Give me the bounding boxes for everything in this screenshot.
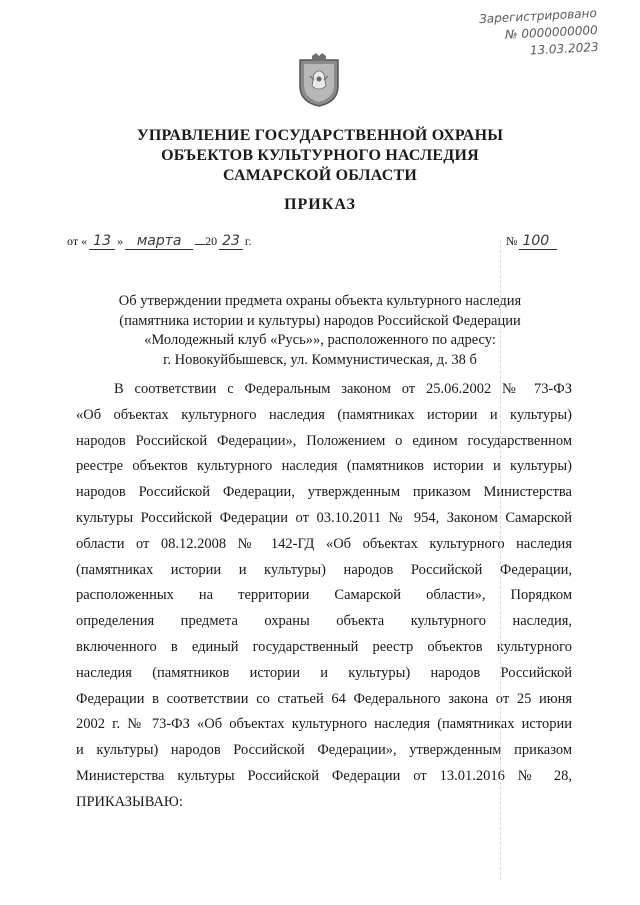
date-year-handwritten: 23 [219,233,243,250]
subject-line: г. Новокуйбышевск, ул. Коммунистическая, д. 38 б [163,351,477,368]
date-suffix: г. [244,234,252,248]
body-line: Федерации в соответствии со статьей 64 Федерального закона от 25 июня [76,690,572,707]
date-day-handwritten: 13 [89,233,115,250]
samara-coat-of-arms-icon [296,52,342,108]
registration-note-line: Зарегистрировано [479,5,598,27]
body-line: реестре объектов культурного наследия (памятников истории и культуры) [76,458,572,475]
date-blank-line [195,244,205,245]
order-number [506,233,559,250]
registration-note-line: 13.03.2023 [529,39,600,58]
registration-note-line: № 0000000000 [504,22,599,42]
body-line: 2002 г. № 73-ФЗ «Об объектах культурного наследия (памятниках истории [76,716,572,733]
order-number-handwritten: 100 [519,233,557,250]
date-year-prefix: 20 [205,234,218,248]
date-month-handwritten: марта [125,233,193,250]
body-line: народов Российской Федерации, утвержденным приказом Министерства [76,484,572,501]
subject-line: (памятника истории и культуры) народов Российской Федерации [119,312,521,329]
body-line: включенного в единый государственный реестр объектов культурного [76,638,572,655]
body-line: народов Российской Федерации», Положением о едином государственном [76,432,572,449]
order-date [67,233,252,250]
body-line: расположенных на территории Самарской области», Порядком [76,587,572,604]
date-prefix: от « [67,234,88,248]
authority-header-line: САМАРСКОЙ ОБЛАСТИ [223,167,417,184]
body-line: Министерства культуры Российской Федерации от 13.01.2016 № 28, [76,767,572,784]
date-mid: » [117,234,124,248]
body-line-order-command: ПРИКАЗЫВАЮ: [76,793,183,810]
body-line: В соответствии с Федеральным законом от 25.06.2002 № 73-ФЗ [114,381,572,397]
authority-header-line: УПРАВЛЕНИЕ ГОСУДАРСТВЕННОЙ ОХРАНЫ [136,127,504,144]
body-line: определения предмета охраны объекта культурного наследия, [76,613,572,630]
body-line: (памятниках истории и культуры) народов Российской Федерации, [76,561,572,578]
body-line: «Об объектах культурного наследия (памятниках истории и культуры) [76,406,572,423]
document-type-title: ПРИКАЗ [284,196,356,213]
body-line: и культуры) народов Российской Федерации», утвержденным приказом [76,742,572,759]
body-line: культуры Российской Федерации от 03.10.2011 № 954, Законом Самарской [76,509,572,526]
authority-header [0,126,640,186]
page-fold-line [500,240,501,880]
body-line: наследия (памятников истории и культуры) народов Российской [76,664,572,681]
order-number-label: № [506,234,518,248]
order-subject [80,292,560,370]
subject-line: «Молодежный клуб «Русь»», расположенного по адресу: [144,332,496,348]
subject-line: Об утверждении предмета охраны объекта культурного наследия [118,293,522,309]
body-line: области от 08.12.2008 № 142-ГД «Об объектах культурного наследия [76,535,572,552]
registration-handwritten-note [479,5,599,62]
authority-header-line: ОБЪЕКТОВ КУЛЬТУРНОГО НАСЛЕДИЯ [161,147,479,164]
order-body [76,377,572,816]
